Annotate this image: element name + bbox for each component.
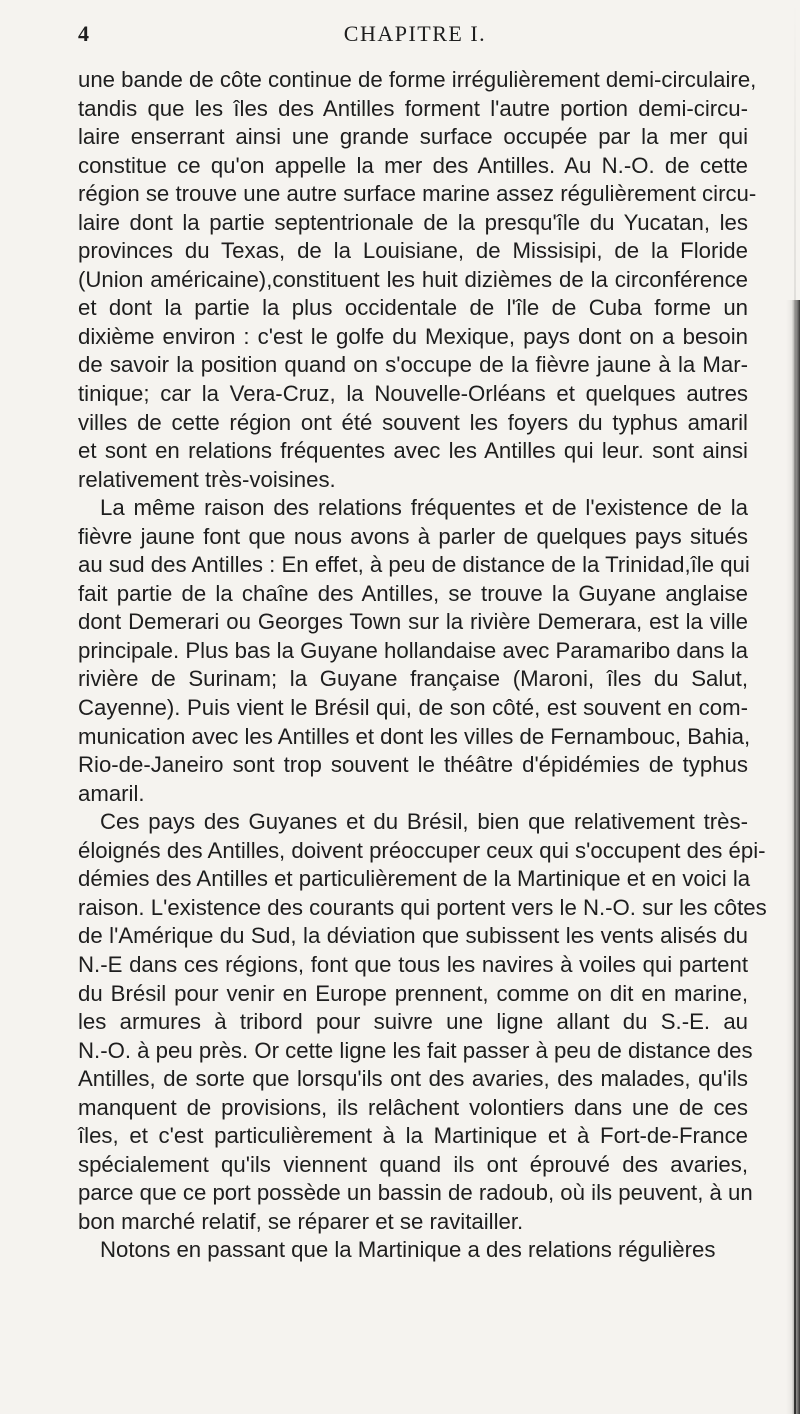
text-line: dont Demerari ou Georges Town sur la rivière Demerara, est la ville — [78, 609, 748, 635]
text-line: raison. L'existence des courants qui portent vers le N.-O. sur les côtes — [78, 894, 767, 920]
text-line: villes de cette région ont été souvent les foyers du typhus amaril — [78, 409, 748, 435]
text-line: provinces du Texas, de la Louisiane, de Missisipi, de la Floride — [78, 238, 748, 264]
text-line: constitue ce qu'on appelle la mer des Antilles. Au N.-O. de cette — [78, 152, 748, 178]
text-line: La même raison des relations fréquentes et de l'existence de la — [100, 495, 748, 521]
text-line: tinique; car la Vera-Cruz, la Nouvelle-Orléans et quelques autres — [78, 381, 748, 407]
paragraph — [78, 66, 757, 494]
text-line: (Union américaine),constituent les huit dizièmes de la circonférence — [78, 266, 748, 292]
running-head: CHAPITRE I. — [343, 21, 487, 46]
page-header — [78, 14, 752, 54]
text-line: de savoir la position quand on s'occupe de la fièvre jaune à la Mar- — [78, 352, 748, 378]
text-line: îles, et c'est particulièrement à la Martinique et à Fort-de-France — [78, 1123, 748, 1149]
text-line: laire dont la partie septentrionale de la presqu'île du Yucatan, les — [78, 209, 748, 235]
text-line: relativement très-voisines. — [78, 466, 336, 492]
text-line: Antilles, de sorte que lorsqu'ils ont des avaries, des malades, qu'ils — [78, 1066, 748, 1092]
text-line: région se trouve une autre surface marine assez régulièrement circu- — [78, 181, 757, 207]
page-edge-shadow — [786, 300, 800, 1414]
text-line: N.-O. à peu près. Or cette ligne les fait passer à peu de distance des — [78, 1037, 753, 1063]
paragraph — [78, 808, 767, 1236]
text-line: amaril. — [78, 780, 145, 806]
paragraph — [78, 1236, 748, 1265]
text-line: munication avec les Antilles et dont les villes de Fernambouc, Bahia, — [78, 723, 751, 749]
text-line: de l'Amérique du Sud, la déviation que subissent les vents alisés du — [78, 923, 748, 949]
page-number: 4 — [78, 21, 89, 46]
text-line: rivière de Surinam; la Guyane française (Maroni, îles du Salut, — [78, 666, 748, 692]
text-line: Rio-de-Janeiro sont trop souvent le théâtre d'épidémies de typhus — [78, 752, 748, 778]
text-line: N.-E dans ces régions, font que tous les navires à voiles qui partent — [78, 951, 748, 977]
text-line: et dont la partie la plus occidentale de l'île de Cuba forme un — [78, 295, 748, 321]
text-line: et sont en relations fréquentes avec les Antilles qui leur. sont ainsi — [78, 438, 748, 464]
text-line: bon marché relatif, se réparer et se ravitailler. — [78, 1208, 524, 1234]
text-line: fait partie de la chaîne des Antilles, se trouve la Guyane anglaise — [78, 580, 748, 606]
text-line: laire enserrant ainsi une grande surface occupée par la mer qui — [78, 124, 748, 150]
text-line: tandis que les îles des Antilles forment l'autre portion demi-circu- — [78, 95, 748, 121]
text-line: éloignés des Antilles, doivent préoccuper ceux qui s'occupent des épi- — [78, 837, 766, 863]
text-line: Cayenne). Puis vient le Brésil qui, de son côté, est souvent en com- — [78, 695, 748, 721]
text-line: parce que ce port possède un bassin de radoub, où ils peuvent, à un — [78, 1180, 753, 1206]
text-line: spécialement qu'ils viennent quand ils ont éprouvé des avaries, — [78, 1151, 748, 1177]
text-line: au sud des Antilles : En effet, à peu de distance de la Trinidad,île qui — [78, 552, 750, 578]
text-line: principale. Plus bas la Guyane hollandaise avec Paramaribo dans la — [78, 637, 748, 663]
text-line: dixième environ : c'est le golfe du Mexique, pays dont on a besoin — [78, 323, 748, 349]
text-line: les armures à tribord pour suivre une ligne allant du S.-E. au — [78, 1009, 748, 1035]
paragraph — [78, 494, 751, 808]
text-line: manquent de provisions, ils relâchent volontiers dans une de ces — [78, 1094, 748, 1120]
text-line: Notons en passant que la Martinique a des relations régulières — [100, 1237, 716, 1263]
text-line: Ces pays des Guyanes et du Brésil, bien que relativement très- — [100, 809, 748, 835]
body-text — [78, 66, 767, 1265]
text-line: du Brésil pour venir en Europe prennent, comme on dit en marine, — [78, 980, 748, 1006]
text-line: fièvre jaune font que nous avons à parler de quelques pays situés — [78, 523, 748, 549]
text-line: démies des Antilles et particulièrement de la Martinique et en voici la — [78, 866, 751, 892]
text-line: une bande de côte continue de forme irrégulièrement demi-circulaire, — [78, 67, 757, 92]
